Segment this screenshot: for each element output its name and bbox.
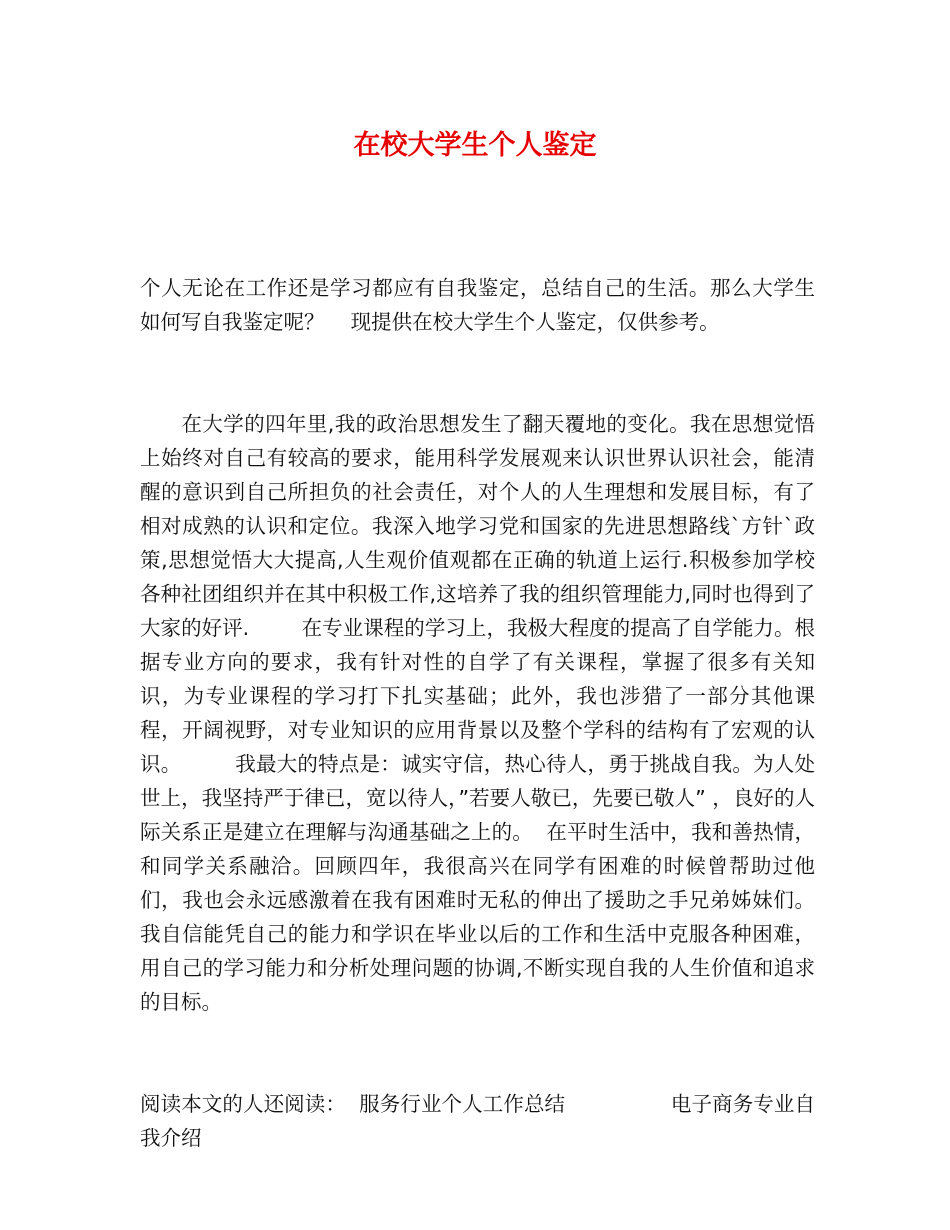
related-reading: 阅读本文的人还阅读： 服务行业个人工作总结 电子商务专业自我介绍 [140,1092,815,1150]
document-title: 在校大学生个人鉴定 [353,130,597,161]
document-body [140,203,868,1223]
main-paragraph: 在大学的四年里,我的政治思想发生了翻天覆地的变化。我在思想觉悟上始终对自己有较高的要求，能用科学发展观来认识世界认识社会，能清醒的意识到自己所担负的社会责任，对个人的人生理想和发展目标，有了相对成熟的认识和定位。我深入地学习党和国家的先进思想路线`方针`政策,思想觉悟大大提高,人生观价值观都在正确的轨道上运行.积极参加学校各种社团组织并在其中积极工作,这培养了我的组织管理能力,同时也得到了大家的好评. 在专业课程的学习上，我极大程度的提高了自学能力。根据专业方向的要求，我有针对性的自学了有关课程，掌握了很多有关知识，为专业课程的学习打下扎实基础；此外，我也涉猎了一部分其他课程，开阔视野，对专业知识的应用背景以及整个学科的结构有了宏观的认识。 我最大的特点是：诚实守信，热心待人，勇于挑战自我。为人处世上，我坚持严于律已，宽以待人，”若要人敬已，先要已敬人” ，良好的人际关系正是建立在理解与沟通基础之上的。 在平时生活中，我和善热情，和同学关系融洽。回顾四年，我很高兴在同学有困难的时候曾帮助过他们，我也会永远感激着在我有困难时无私的伸出了援助之手兄弟姊妹们。 我自信能凭自己的能力和学识在毕业以后的工作和生活中克服各种困难，用自己的学习能力和分析处理问题的协调,不断实现自我的人生价值和追求的目标。 [140,412,868,1014]
intro-paragraph: 个人无论在工作还是学习都应有自我鉴定，总结自己的生活。那么大学生如何写自我鉴定呢？ 现提供在校大学生个人鉴定，仅供参考。 [140,276,815,334]
